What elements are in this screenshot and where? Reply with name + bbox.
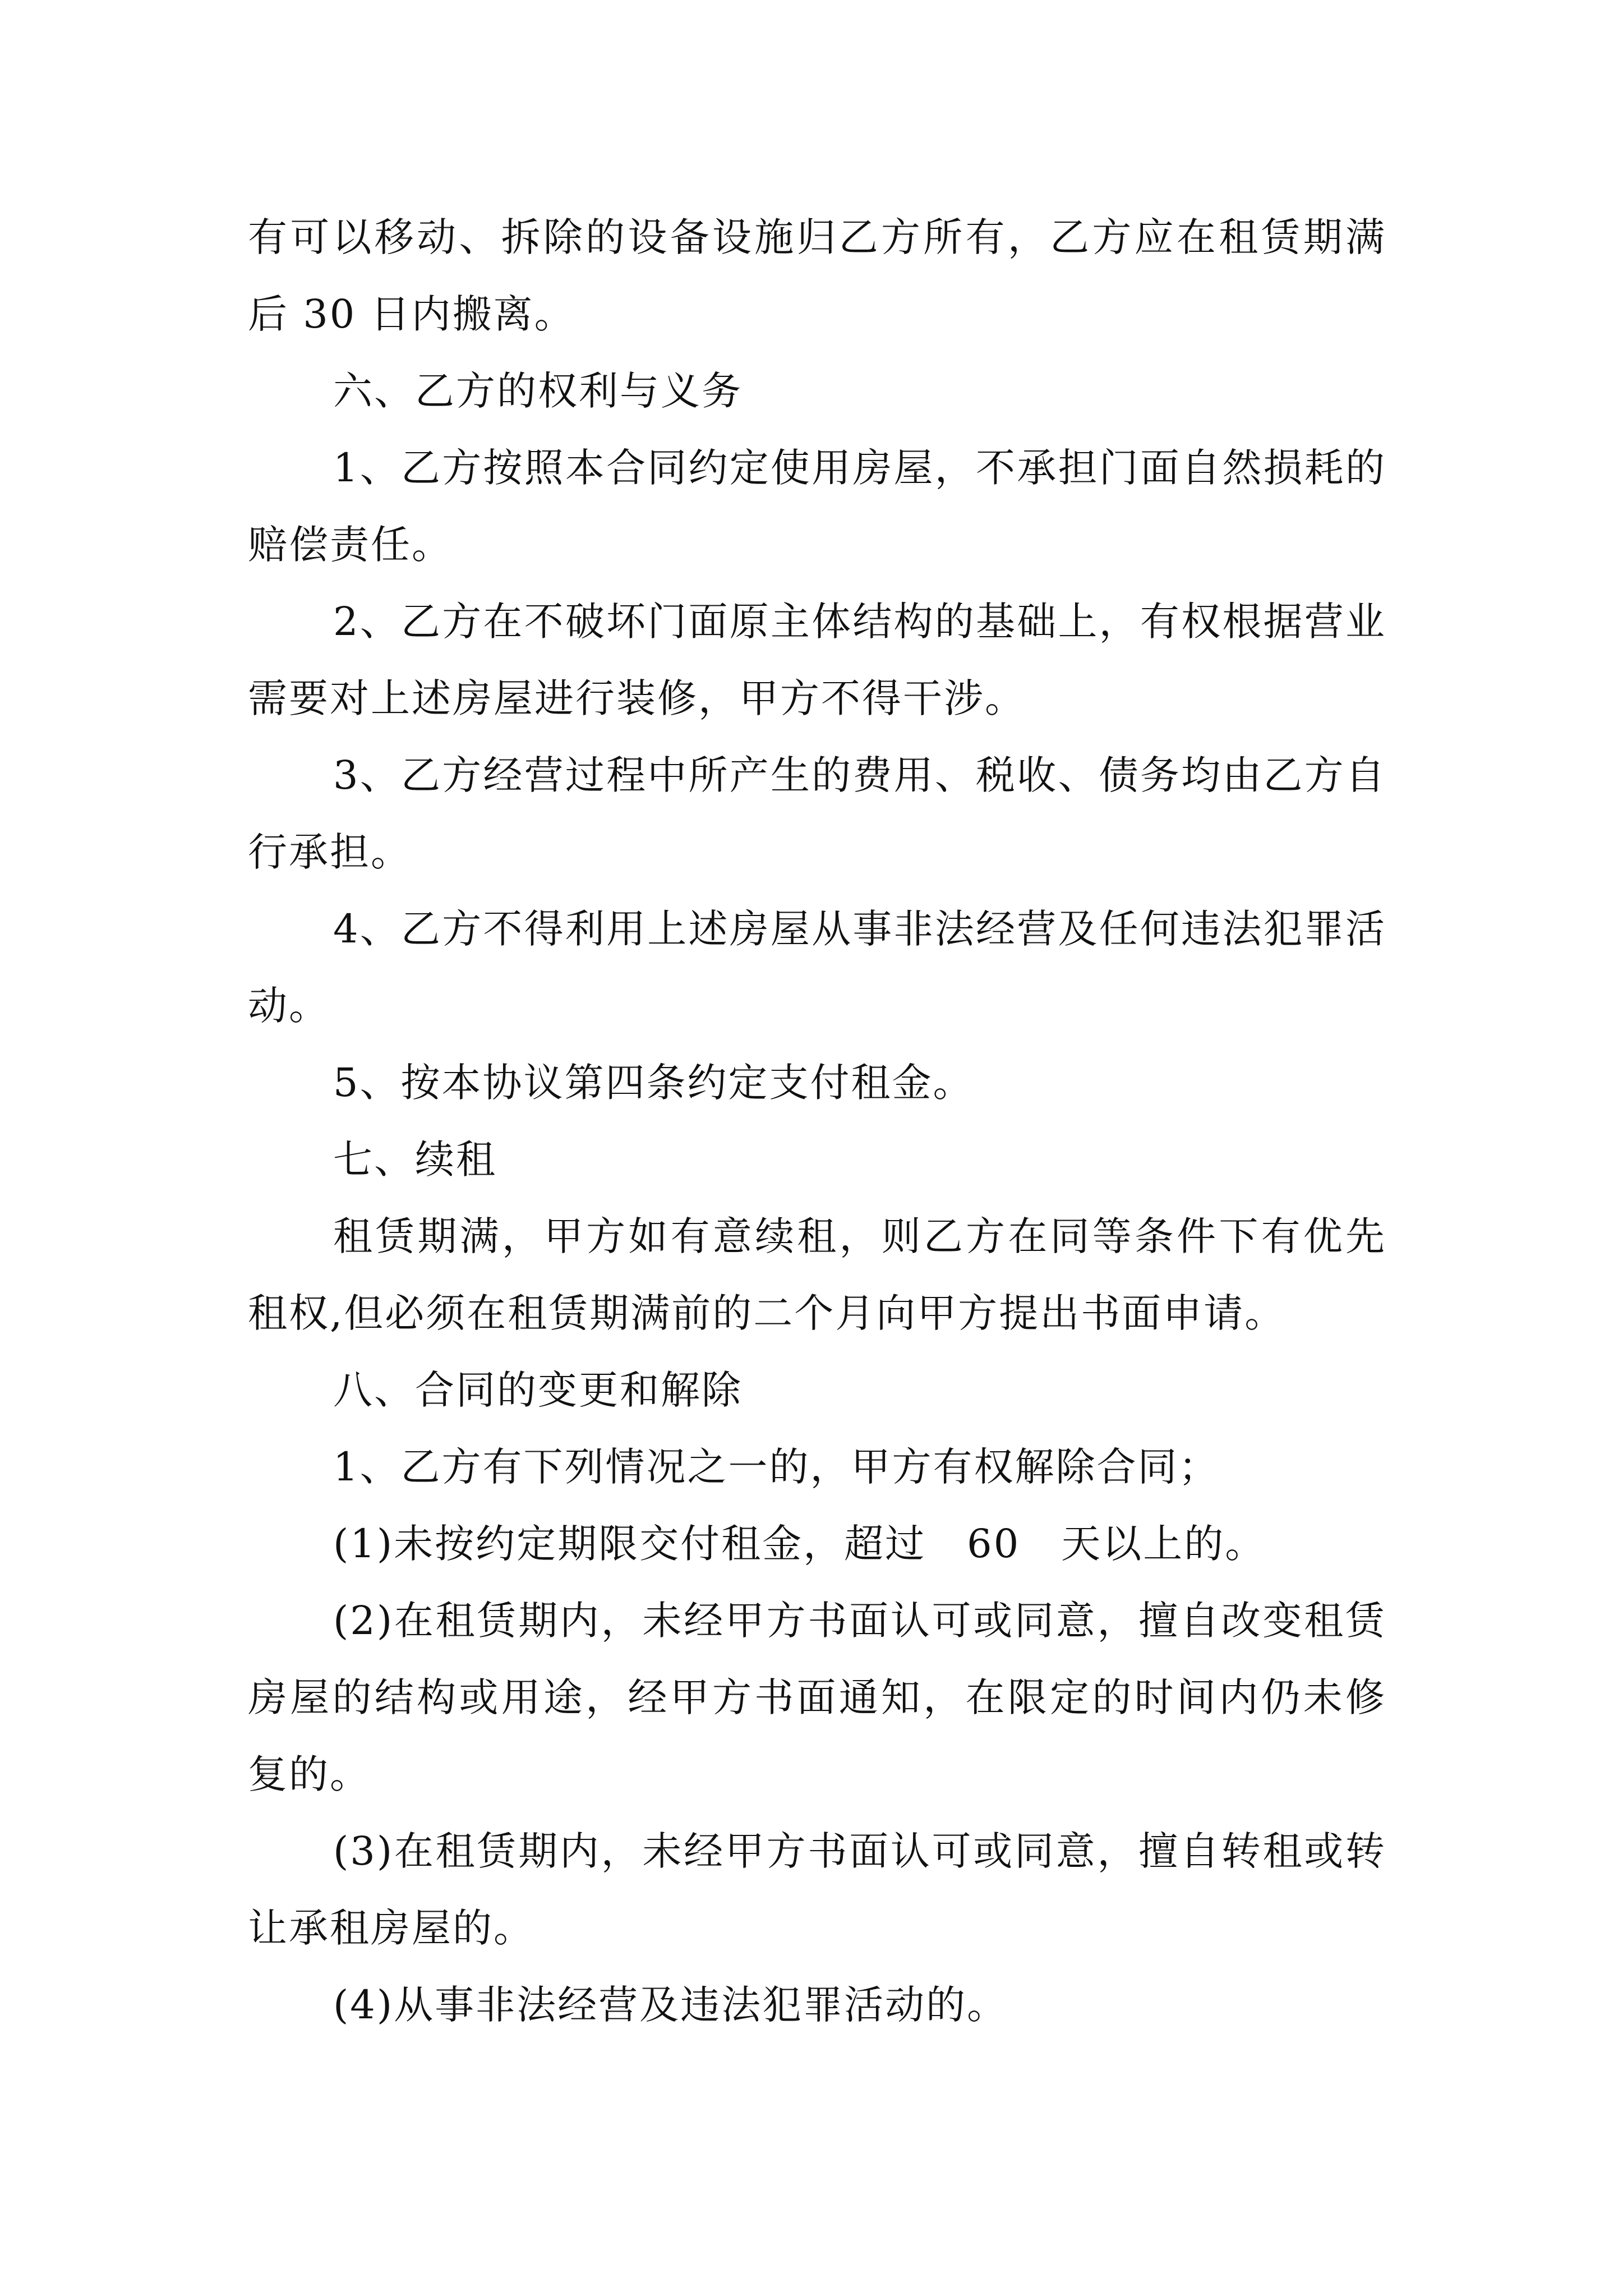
- paragraph-clause-6-3: 3、乙方经营过程中所产生的费用、税收、债务均由乙方自行承担。: [248, 752, 1386, 875]
- heading-section-eight: 八、合同的变更和解除: [333, 1367, 743, 1413]
- paragraph-clause-6-1: 1、乙方按照本合同约定使用房屋，不承担门面自然损耗的赔偿责任。: [248, 445, 1386, 568]
- paragraph-equipment-removal: 有可以移动、拆除的设备设施归乙方所有，乙方应在租赁期满后 30 日内搬离。: [248, 214, 1386, 337]
- paragraph-renewal: 租赁期满，甲方如有意续租，则乙方在同等条件下有优先租权,但必须在租赁期满前的二个月向甲方提出书面申请。: [248, 1213, 1386, 1336]
- heading-section-six: 六、乙方的权利与义务: [333, 368, 743, 414]
- paragraph-item-4: (4)从事非法经营及违法犯罪活动的。: [333, 1982, 1008, 2028]
- paragraph-item-3: (3)在租赁期内，未经甲方书面认可或同意，擅自转租或转让承租房屋的。: [248, 1828, 1386, 1951]
- paragraph-clause-6-2: 2、乙方在不破坏门面原主体结构的基础上，有权根据营业需要对上述房屋进行装修，甲方不得干涉。: [248, 599, 1386, 721]
- heading-section-seven: 七、续租: [333, 1137, 497, 1182]
- paragraph-clause-8-1: 1、乙方有下列情况之一的，甲方有权解除合同；: [333, 1444, 1220, 1490]
- paragraph-clause-6-4: 4、乙方不得利用上述房屋从事非法经营及任何违法犯罪活动。: [248, 906, 1386, 1029]
- paragraph-item-2: (2)在租赁期内，未经甲方书面认可或同意，擅自改变租赁房屋的结构或用途，经甲方书面通知，在限定的时间内仍未修复的。: [248, 1598, 1386, 1797]
- paragraph-item-1: (1)未按约定期限交付租金，超过 60 天以上的。: [333, 1521, 1266, 1567]
- paragraph-clause-6-5: 5、按本协议第四条约定支付租金。: [333, 1060, 974, 1106]
- document-body: [248, 199, 1386, 2044]
